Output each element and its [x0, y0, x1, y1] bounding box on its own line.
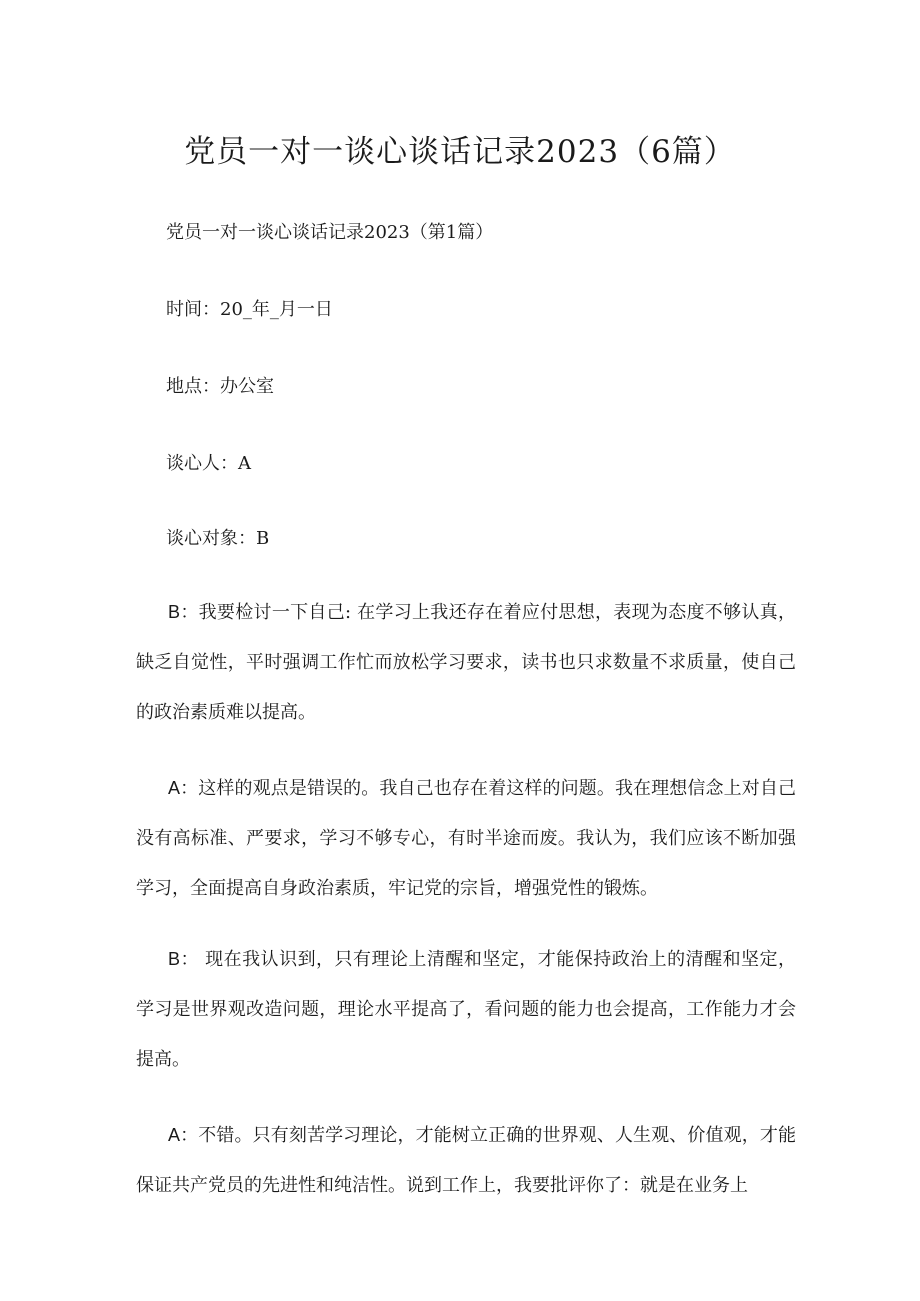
- meeting-place: 地点：办公室: [166, 376, 274, 397]
- talker-name: 谈心人：A: [166, 453, 251, 474]
- section-subtitle: 党员一对一谈心谈话记录2023（第1篇）: [166, 222, 494, 243]
- dialogue-paragraph: [136, 934, 796, 1085]
- document-title: 党员一对一谈心谈话记录2023（6篇）: [184, 134, 736, 170]
- speaker-label: A: [168, 1125, 181, 1145]
- dialogue-text: ：这样的观点是错误的。我自己也存在着这样的问题。我在理想信念上对自己没有高标准、严要求，学习不够专心，有时半途而废。我认为，我们应该不断加强学习，全面提高自身政治素质，牢记党的宗旨，增强党性的锻炼。: [136, 778, 796, 899]
- dialogue-text: ： 现在我认识到，只有理论上清醒和坚定，才能保持政治上的清醒和坚定，学习是世界观改造问题，理论水平提高了，看问题的能力也会提高，工作能力才会提高。: [136, 949, 796, 1070]
- dialogue-paragraph: [136, 587, 796, 738]
- speaker-label: A: [168, 778, 181, 798]
- meeting-time: 时间：20_年_月一日: [166, 299, 333, 320]
- talk-target-name: 谈心对象：B: [166, 528, 270, 549]
- dialogue-text: ：不错。只有刻苦学习理论，才能树立正确的世界观、人生观、价值观，才能保证共产党员的先进性和纯洁性。说到工作上，我要批评你了：就是在业务上: [136, 1125, 796, 1196]
- dialogue-text: ：我要检讨一下自己: 在学习上我还存在着应付思想，表现为态度不够认真，缺乏自觉性，平时强调工作忙而放松学习要求，读书也只求数量不求质量，使自己的政治素质难以提高。: [136, 602, 796, 723]
- dialogue-paragraph: [136, 763, 796, 914]
- speaker-label: B: [168, 602, 181, 622]
- dialogue-paragraph: [136, 1110, 796, 1211]
- speaker-label: B: [168, 949, 181, 969]
